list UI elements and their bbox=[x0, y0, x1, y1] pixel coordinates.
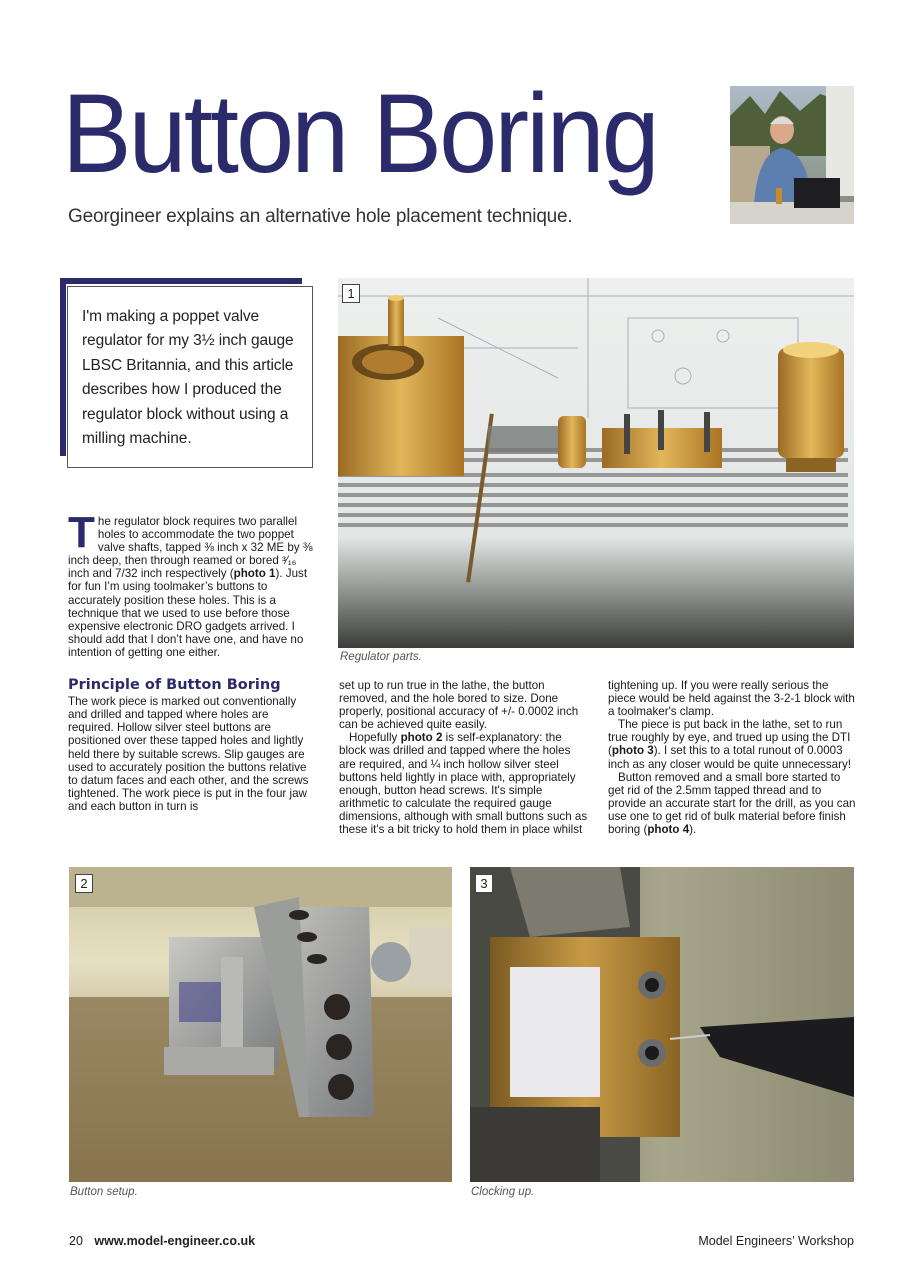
drop-cap: T bbox=[68, 508, 95, 557]
paragraph bbox=[339, 731, 589, 836]
intro-accent-side bbox=[60, 278, 66, 456]
text-span: is self-explanatory: the block was drilled and tapped where the holes are required, and ¼ inch hollow silver steel buttons held lightly in place with, appropriately enough, button head screws. It's simple arithmetic to calculate the required gauge dimensions, although with small buttons such as these it's a bit tricky to hold them in place whilst bbox=[339, 731, 588, 837]
paragraph bbox=[608, 771, 858, 836]
text-span: ). bbox=[689, 823, 697, 837]
text-span: he regulator block requires two parallel holes to accommodate the two poppet valve shafts, tapped ⅜ inch x 32 ME by ⅜ inch deep, then through reamed or bored ³⁄₁₆ inch and 7/32 inch respectively ( bbox=[68, 515, 313, 581]
text-span: The piece is put back in the lathe, set to run true roughly by eye, and trued up using the DTI ( bbox=[608, 718, 851, 758]
photo-caption-3: Clocking up. bbox=[471, 1186, 535, 1198]
author-photo bbox=[730, 86, 854, 224]
intro-text: I'm making a poppet valve regulator for my 3½ inch gauge LBSC Britannia, and this article describes how I produced the regulator block without using a milling machine. bbox=[82, 308, 294, 448]
paragraph: set up to run true in the lathe, the button removed, and the hole bored to size. Done properly, positional accuracy of +/- 0.0002 inch can be achieved quite easily. bbox=[339, 679, 579, 732]
section-heading: Principle of Button Boring bbox=[68, 677, 281, 694]
paragraph-principle: The work piece is marked out conventionally and drilled and tapped where holes are required. Hollow silver steel buttons are positioned over these tapped holes and lightly held there by suitable screws. Slip gauges are used to accurately position the buttons relative to datum faces and each other, and the screws tightened. The work piece is put in the four jaw and each button in turn is bbox=[68, 695, 309, 813]
photo-reference: photo 4 bbox=[647, 823, 690, 837]
text-span: Button removed and a small bore started to get rid of the 2.5mm tapped thread and to provide an accurate start for the drill, as you can use one to get rid of bulk material before finish boring ( bbox=[608, 770, 856, 837]
photo-clocking-up bbox=[470, 867, 854, 1182]
footer-left bbox=[69, 1234, 255, 1248]
photo-reference: photo 3 bbox=[611, 744, 654, 758]
article-subtitle: Georgineer explains an alternative hole placement technique. bbox=[68, 206, 573, 227]
website-link[interactable]: www.model-engineer.co.uk bbox=[94, 1234, 256, 1248]
text-span: ). Just for fun I’m using toolmaker’s buttons to accurately position these holes. This is a technique that we used to use before those expensive electronic DRO gadgets arrived. I should add that I don’t have one, and have no intention of getting one either. bbox=[68, 567, 308, 659]
intro-accent-bar bbox=[60, 278, 302, 284]
article-column-2 bbox=[339, 679, 589, 836]
article-title: Button Boring bbox=[62, 71, 657, 196]
photo-caption-2: Button setup. bbox=[70, 1186, 138, 1198]
article-column-1 bbox=[68, 508, 316, 813]
photo-reference: photo 2 bbox=[400, 731, 443, 745]
intro-box bbox=[67, 286, 313, 468]
photo-reference: photo 1 bbox=[233, 567, 276, 581]
photo-regulator-parts bbox=[338, 278, 854, 648]
photo-number-2: 2 bbox=[75, 874, 93, 893]
page-number: 20 bbox=[69, 1234, 83, 1248]
text-span: ). I set this to a total runout of 0.0003 inch as any closer would be quite unnecessary! bbox=[608, 744, 851, 771]
paragraph-intro bbox=[68, 508, 316, 659]
text-span: Hopefully bbox=[349, 731, 401, 745]
photo-number-1: 1 bbox=[342, 284, 360, 303]
article-column-3 bbox=[608, 679, 858, 836]
photo-caption-1: Regulator parts. bbox=[340, 651, 422, 663]
paragraph bbox=[608, 718, 858, 770]
paragraph: tightening up. If you were really serious the piece would be held against the 3-2-1 block with a toolmaker's clamp. bbox=[608, 679, 855, 719]
photo-button-setup bbox=[69, 867, 452, 1182]
magazine-name: Model Engineers’ Workshop bbox=[698, 1234, 854, 1248]
photo-number-3: 3 bbox=[475, 874, 493, 893]
